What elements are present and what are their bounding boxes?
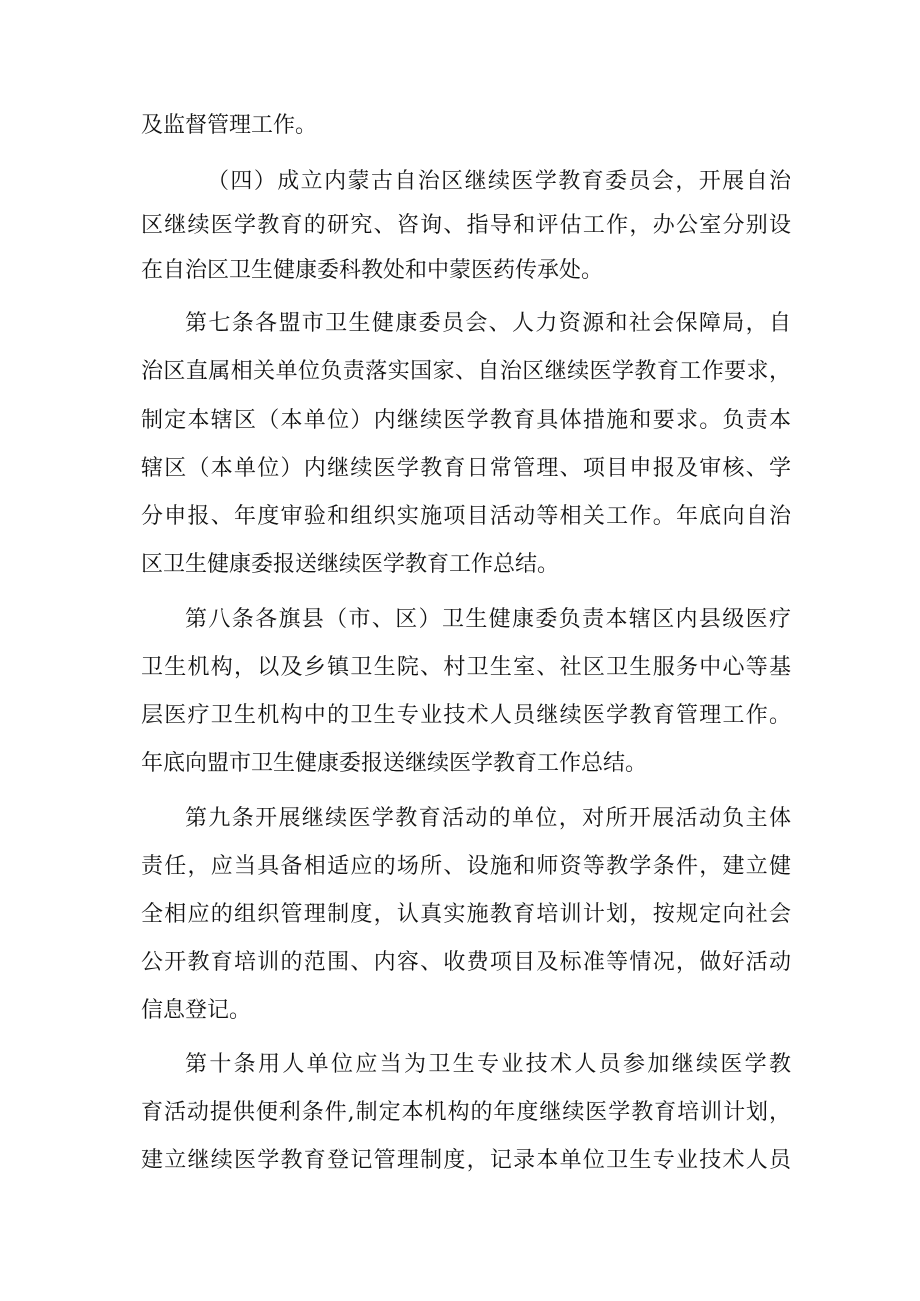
text-line: 及监督管理工作。 bbox=[141, 113, 318, 138]
text-line: 第七条各盟市卫生健康委员会、人力资源和社会保障局，自 bbox=[185, 311, 791, 336]
text-line: 第十条用人单位应当为卫生专业技术人员参加继续医学教 bbox=[185, 1052, 791, 1077]
text-line: 公开教育培训的范围、内容、收费项目及标准等情况，做好活动 bbox=[141, 950, 791, 975]
text-line: 年底向盟市卫生健康委报送继续医学教育工作总结。 bbox=[141, 751, 648, 776]
text-line: 区卫生健康委报送继续医学教育工作总结。 bbox=[141, 552, 560, 577]
text-line: 辖区（本单位）内继续医学教育日常管理、项目申报及审核、学 bbox=[141, 456, 791, 481]
text-line: 信息登记。 bbox=[141, 998, 252, 1023]
text-line: 分申报、年度审验和组织实施项目活动等相关工作。年底向自治 bbox=[141, 504, 791, 529]
text-line: 全相应的组织管理制度，认真实施教育培训计划，按规定向社会 bbox=[141, 902, 791, 927]
text-line: 区继续医学教育的研究、咨询、指导和评估工作，办公室分别设 bbox=[141, 213, 791, 238]
text-line: 育活动提供便利条件,制定本机构的年度继续医学教育培训计划， bbox=[141, 1100, 791, 1125]
text-line: （四）成立内蒙古自治区继续医学教育委员会，开展自治 bbox=[207, 169, 791, 194]
text-line: 制定本辖区（本单位）内继续医学教育具体措施和要求。负责本 bbox=[141, 408, 791, 433]
text-line: 第九条开展继续医学教育活动的单位，对所开展活动负主体 bbox=[185, 806, 791, 831]
text-line: 责任，应当具备相适应的场所、设施和师资等教学条件，建立健 bbox=[141, 854, 791, 879]
text-line: 在自治区卫生健康委科教处和中蒙医药传承处。 bbox=[141, 258, 604, 283]
text-line: 第八条各旗县（市、区）卫生健康委负责本辖区内县级医疗 bbox=[185, 607, 791, 632]
text-line: 治区直属相关单位负责落实国家、自治区继续医学教育工作要求， bbox=[141, 359, 791, 384]
text-line: 建立继续医学教育登记管理制度，记录本单位卫生专业技术人员 bbox=[141, 1148, 791, 1173]
text-line: 卫生机构，以及乡镇卫生院、村卫生室、社区卫生服务中心等基 bbox=[141, 655, 791, 680]
text-line: 层医疗卫生机构中的卫生专业技术人员继续医学教育管理工作。 bbox=[141, 703, 791, 728]
